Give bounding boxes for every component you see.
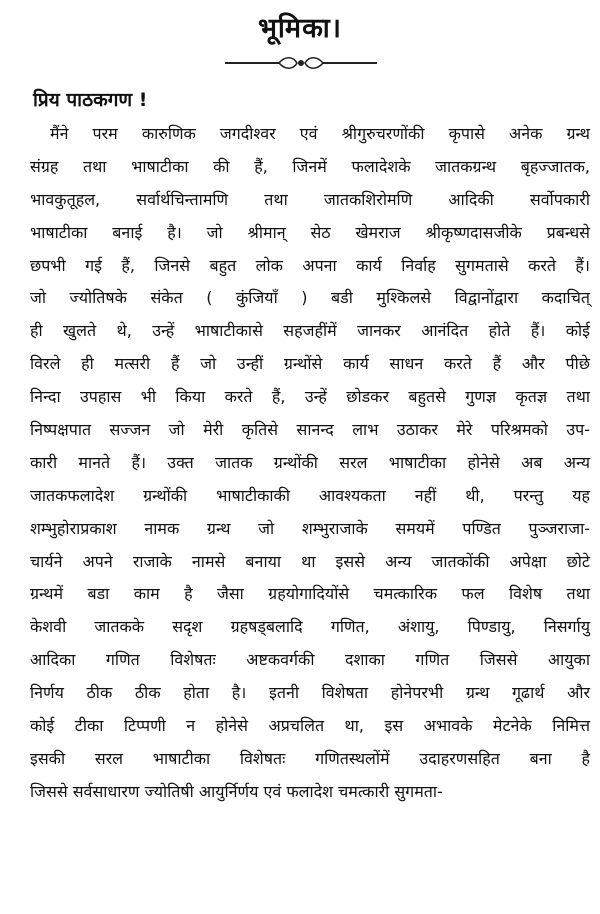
text-line: विरले ही मत्सरी हैं जो उन्हीं ग्रन्थोंसे कार्य साधन करते हैं और पीछे	[30, 354, 590, 374]
text-line: केशवी जातकके सदृश ग्रहषड्बलादि गणित, अंशायु, पिण्डायु, निसर्गायु	[30, 617, 590, 637]
text-line: संग्रह तथा भाषाटीका की हैं, जिनमें फलादेशके जातकग्रन्थ बृहज्जातक,	[30, 156, 590, 176]
text-line: कोई टीका टिप्पणी न होनेसे अप्रचलित था, इस अभावके मेटनेके निमित्त	[30, 716, 590, 736]
text-line: आदिका गणित विशेषतः अष्टकवर्गकी दशाका गणित जिससे आयुका	[30, 650, 590, 670]
salutation: प्रिय पाठकगण !	[33, 89, 148, 111]
text-line: निन्दा उपहास भी किया करते हैं, उन्हें छोडकर बहुतसे गुणज्ञ कृतज्ञ तथा	[30, 387, 590, 407]
text-line: छपभी गई हैं, जिनसे बहुत लोक अपना कार्य निर्वाह सुगमतासे करते हैं।	[30, 255, 590, 275]
text-line: भाषाटीका बनाई है। जो श्रीमान् सेठ खेमराज श्रीकृष्णदासजीके प्रबन्धसे	[30, 222, 590, 242]
text-line: चार्यने अपने राजाके नामसे बनाया था इससे अन्य जातकोंकी अपेक्षा छोटे	[30, 551, 590, 571]
body-paragraph	[30, 118, 590, 809]
text-line: जो ज्योतिषके संकेत ( कुंजियाँ ) बडी मुश्किलसे विद्वानोंद्वारा कदाचित्	[30, 288, 590, 308]
ornament-divider-icon	[221, 54, 381, 72]
text-line: कारी मानते हैं। उक्त जातक ग्रन्थोंकी सरल भाषाटीका होनेसे अब अन्य	[30, 452, 590, 472]
text-line: जिससे सर्वसाधारण ज्योतिषी आयुर्निर्णय एवं फलादेश चमत्कारी सुगमता-	[30, 781, 443, 801]
text-line: मैंने परम कारुणिक जगदीश्वर एवं श्रीगुरुचरणोंकी कृपासे अनेक ग्रन्थ	[50, 124, 590, 143]
text-line: निर्णय ठीक ठीक होता है। इतनी विशेषता होनेपरभी ग्रन्थ गूढार्थ और	[30, 683, 590, 703]
text-line: भावकुतूहल, सर्वार्थचिन्तामणि तथा जातकशिरोमणि आदिकी सर्वोपकारी	[30, 189, 590, 209]
text-line: ग्रन्थमें बडा काम है जैसा ग्रहयोगादियोंसे चमत्कारिक फल विशेष तथा	[30, 584, 590, 604]
text-line: निष्पक्षपात सज्जन जो मेरी कृतिसे सानन्द लाभ उठाकर मेरे परिश्रमको उप-	[30, 420, 590, 440]
text-line: इसकी सरल भाषाटीका विशेषतः गणितस्थलोंमें उदाहरणसहित बना है	[30, 748, 590, 768]
text-line: जातकफलादेश ग्रन्थोंकी भाषाटीकाकी आवश्यकता नहीं थी, परन्तु यह	[30, 485, 590, 505]
text-line: ही खुलते थे, उन्हें भाषाटीकासे सहजहींमें जानकर आनंदित होते हैं। कोई	[30, 321, 590, 341]
page-title: भूमिका।	[257, 13, 343, 44]
text-line: शम्भुहोराप्रकाश नामक ग्रन्थ जो शम्भुराजाके समयमें पण्डित पुञ्जराजा-	[30, 518, 590, 538]
